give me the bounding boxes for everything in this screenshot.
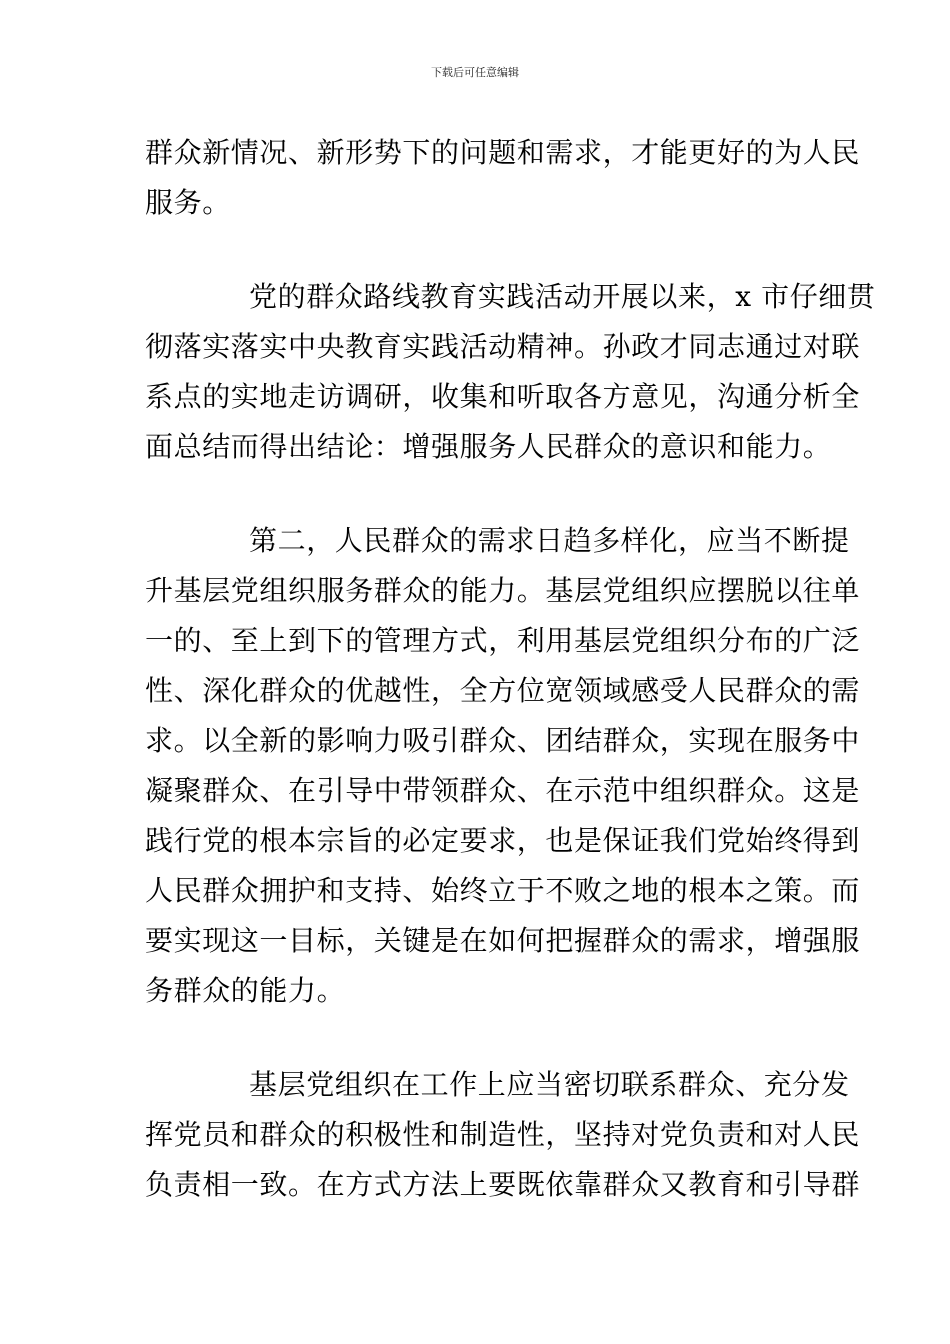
text-line: 要实现这一目标，关键是在如何把握群众的需求，增强服 [145,924,861,957]
text-line: 践行党的根本宗旨的必定要求，也是保证我们党始终得到 [145,824,861,857]
text-line: 性、深化群众的优越性，全方位宽领域感受人民群众的需 [145,674,861,707]
paragraph-gap [145,472,807,516]
text-line: 升基层党组织服务群众的能力。基层党组织应摆脱以往单 [145,574,861,607]
paragraph-gap [145,1016,807,1060]
text-line: 凝聚群众、在引导中带领群众、在示范中组织群众。这是 [145,774,861,807]
text-line: 第二，人民群众的需求日趋多样化，应当不断提 [249,524,850,557]
text-line: 一的、至上到下的管理方式，利用基层党组织分布的广泛 [145,624,861,657]
paragraph [145,272,876,472]
text-line: 基层党组织在工作上应当密切联系群众、充分发 [249,1068,850,1101]
text-line: 负责相一致。在方式方法上要既依靠群众又教育和引导群 [145,1168,861,1201]
text-line: 服务。 [145,186,231,219]
text-line: 人民群众拥护和支持、始终立于不败之地的根本之策。而 [145,874,861,907]
text-line: 面总结而得出结论：增强服务人民群众的意识和能力。 [145,430,832,463]
paragraph [145,516,861,1016]
paragraph [145,128,861,228]
paragraph [145,1060,861,1210]
text-line: 系点的实地走访调研，收集和听取各方意见，沟通分析全 [145,380,861,413]
document-body [145,128,876,1210]
text-line: 彻落实落实中央教育实践活动精神。孙政才同志通过对联 [145,330,861,363]
text-line: 求。以全新的影响力吸引群众、团结群众，实现在服务中 [145,724,861,757]
text-line: 挥党员和群众的积极性和制造性，坚持对党负责和对人民 [145,1118,861,1151]
text-line: 党的群众路线教育实践活动开展以来，x 市仔细贯 [249,280,876,313]
paragraph-gap [145,228,807,272]
text-line: 务群众的能力。 [145,974,346,1007]
page-header: 下载后可任意编辑 [431,66,519,79]
text-line: 群众新情况、新形势下的问题和需求，才能更好的为人民 [145,136,861,169]
